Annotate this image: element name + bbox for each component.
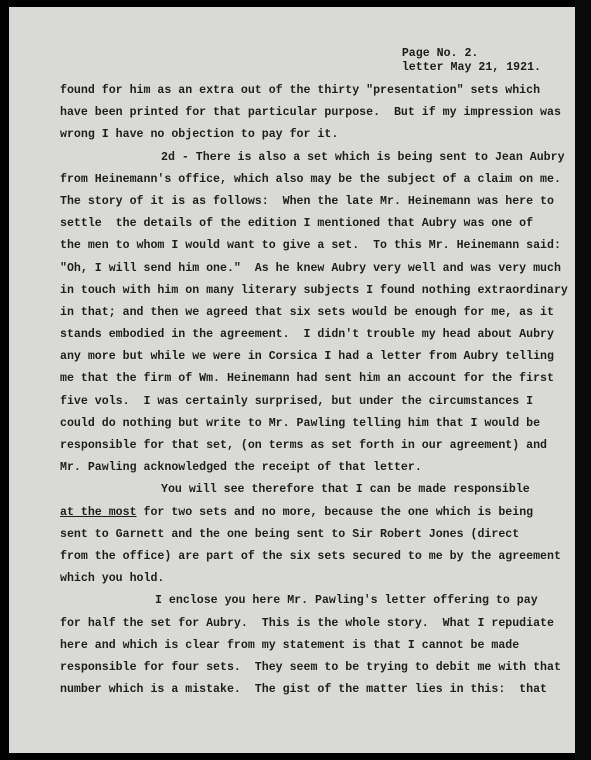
text-line: have been printed for that particular purpose. But if my impression was (60, 106, 561, 120)
text-line: me that the firm of Wm. Heinemann had sent him an account for the first (60, 372, 554, 386)
text-line: responsible for that set, (on terms as set forth in our agreement) and (60, 439, 548, 452)
text-line: I enclose you here Mr. Pawling's letter offering to pay (155, 594, 538, 608)
line-text: for two sets and no more, because the one which is being (143, 505, 534, 519)
underlined-phrase: at the most (60, 505, 137, 519)
letter-body (60, 80, 568, 701)
text-line: from the office) are part of the six sets secured to me by the agreement (60, 549, 561, 563)
text-line: responsible for four sets. They seem to be trying to debit me with that (60, 660, 561, 674)
text-line: for half the set for Aubry. This is the whole story. What I repudiate (60, 616, 554, 630)
text-line: which you hold. (60, 572, 165, 586)
text-line: stands embodied in the agreement. I didn't trouble my head about Aubry (60, 328, 554, 342)
text-line: here and which is clear from my statement is that I cannot be made (60, 638, 520, 652)
text-line: could do nothing but write to Mr. Pawling telling him that I would be (60, 416, 541, 430)
text-line: in touch with him on many literary subjects I found nothing extraordinary (60, 283, 568, 297)
text-line (60, 502, 560, 524)
text-line: The story of it is as follows: When the late Mr. Heinemann was here to (60, 194, 554, 208)
text-line: settle the details of the edition I mentioned that Aubry was one of (60, 217, 534, 231)
text-line: "Oh, I will send him one." As he knew Aubry very well and was very much (60, 261, 561, 275)
text-line: number which is a mistake. The gist of the matter lies in this: that (60, 683, 548, 697)
text-line: the men to whom I would want to give a set. To this Mr. Heinemann said: (60, 239, 561, 253)
page-number: Page No. 2. (401, 47, 479, 60)
text-line: any more but while we were in Corsica I had a letter from Aubry telling (60, 350, 554, 364)
text-line: Mr. Pawling acknowledged the receipt of that letter. (60, 461, 422, 475)
text-line: in that; and then we agreed that six sets would be enough for me, as it (60, 305, 554, 319)
text-line: from Heinemann's office, which also may be the subject of a claim on me. (60, 172, 561, 186)
text-line: wrong I have no objection to pay for it. (60, 128, 339, 142)
scan-border (575, 0, 591, 760)
letter-page (9, 7, 575, 753)
letter-date: letter May 21, 1921. (401, 61, 541, 74)
text-line: You will see therefore that I can be made responsible (161, 483, 530, 497)
page-header (402, 47, 541, 75)
text-line: 2d - There is also a set which is being sent to Jean Aubry (161, 150, 565, 164)
text-line: found for him as an extra out of the thirty "presentation" sets which (60, 84, 541, 97)
text-line: five vols. I was certainly surprised, but under the circumstances I (60, 394, 534, 408)
text-line: sent to Garnett and the one being sent to Sir Robert Jones (direct (60, 527, 520, 541)
